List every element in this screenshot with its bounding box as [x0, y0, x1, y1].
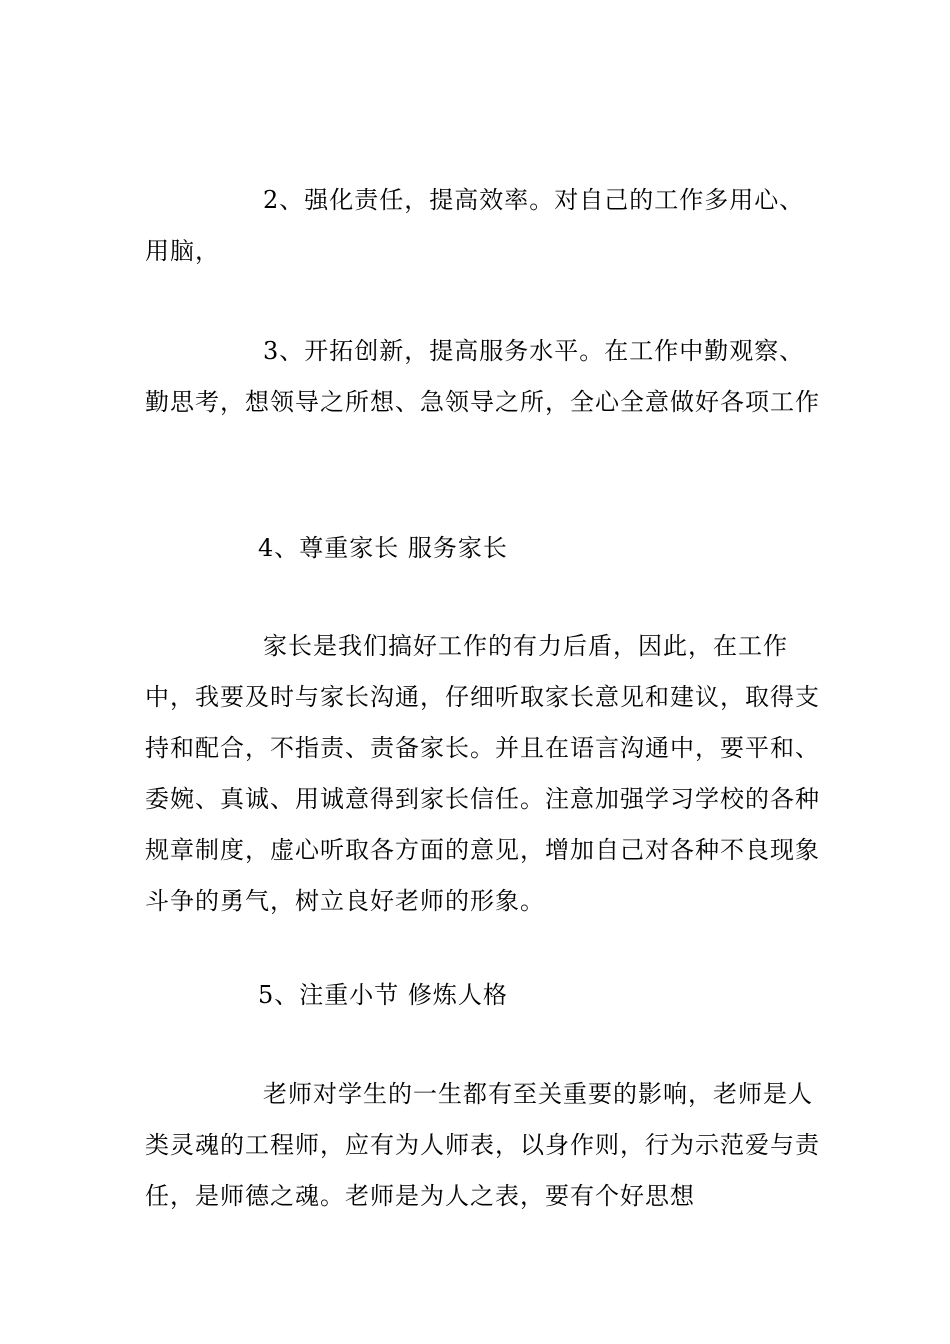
- section-heading-4: 4、尊重家长 服务家长: [258, 534, 508, 562]
- paragraph-item-2: 2、强化责任，提高效率。对自己的工作多用心、用脑，: [145, 186, 805, 265]
- section-heading-5: 5、注重小节 修炼人格: [258, 981, 508, 1009]
- paragraph-parents: 家长是我们搞好工作的有力后盾，因此，在工作中，我要及时与家长沟通，仔细听取家长意见和建议，取得支持和配合，不指责、责备家长。并且在语言沟通中，要平和、委婉、真诚、用诚意得到家长信任。注意加强学习学校的各种规章制度，虚心听取各方面的意见，增加自己对各种不良现象斗争的勇气，树立良好老师的形象。: [145, 632, 820, 915]
- paragraph-item-3: 3、开拓创新，提高服务水平。在工作中勤观察、勤思考，想领导之所想、急领导之所，全心全意做好各项工作: [145, 337, 820, 416]
- paragraph-teacher: 老师对学生的一生都有至关重要的影响，老师是人类灵魂的工程师，应有为人师表，以身作则，行为示范爱与责任，是师德之魂。老师是为人之表，要有个好思想: [145, 1080, 820, 1210]
